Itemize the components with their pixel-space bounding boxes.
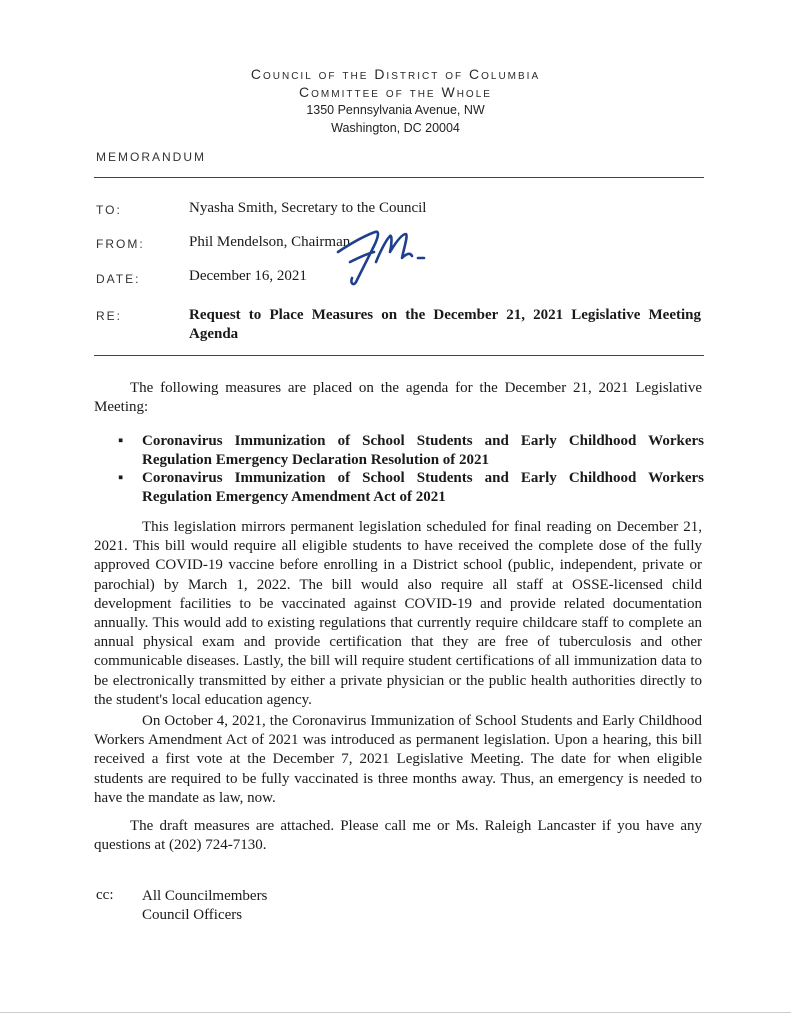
chairman-signature — [330, 222, 440, 292]
header-council-name: Council of the District of Columbia — [250, 66, 541, 82]
to-value: Nyasha Smith, Secretary to the Council — [189, 200, 427, 216]
page-bottom-edge — [0, 1012, 791, 1013]
date-value: December 16, 2021 — [189, 268, 307, 284]
re-value: Request to Place Measures on the December 21, 2021 Legislative Meeting Agenda — [189, 307, 701, 342]
re-label: RE: — [96, 309, 123, 323]
measure-title: Coronavirus Immunization of School Students and Early Childhood Workers Regulation Emergency Declaration Resolution of 2021 — [142, 433, 704, 468]
bullet-icon: ▪ — [118, 433, 124, 449]
fields-divider — [94, 355, 704, 356]
header-city-address: Washington, DC 20004 — [331, 121, 460, 135]
cc-recipients — [142, 887, 267, 925]
measure-title: Coronavirus Immunization of School Students and Early Childhood Workers Regulation Emergency Amendment Act of 2021 — [142, 470, 704, 505]
measure-item — [118, 432, 704, 469]
header-divider — [94, 177, 704, 178]
signature-stroke — [350, 252, 374, 262]
measures-list — [118, 432, 704, 506]
body-paragraph-2: On October 4, 2021, the Coronavirus Immunization of School Students and Early Childhood Workers Amendment Act of 2021 was introduced as permanent legislation. Upon a hearing, this bill received a first vote at the December 7, 2021 Legislative Meeting. The date for when eligible students are required to be fully vaccinated is three months away. Thus, an emergency is needed to have the mandate as law, now. — [94, 713, 702, 806]
signature-stroke — [376, 234, 412, 262]
date-label: DATE: — [96, 272, 141, 286]
body-paragraph-3: The draft measures are attached. Please call me or Ms. Raleigh Lancaster if you have any questions at (202) 724-7130. — [94, 818, 702, 854]
bullet-icon: ▪ — [118, 470, 124, 486]
body-paragraph-1: This legislation mirrors permanent legislation scheduled for final reading on December 21, 2021. This bill would require all eligible students to have received the complete dose of the fully approved COVID-19 vaccine before enrolling in a District school (public, independent, private or parochial) by March 1, 2022. The bill would also require all staff at OSSE-licensed child development facilities to be vaccinated against COVID-19 and provide related documentation annually. This would add to existing regulations that currently require childcare staff to complete an annual physical exam and provide certification that they are free of tuberculosis and other communicable diseases. Lastly, the bill will require student certifications of all immunization data to be electronically transmitted by either a private physician or the public health authorities directly to the student's local education agency. — [94, 519, 702, 708]
header-street-address: 1350 Pennsylvania Avenue, NW — [306, 103, 485, 117]
cc-recipient: All Councilmembers — [142, 888, 268, 904]
to-label: TO: — [96, 203, 122, 217]
measure-item — [118, 469, 704, 506]
cc-recipient: Council Officers — [142, 907, 243, 923]
from-label: FROM: — [96, 237, 145, 251]
cc-label: cc: — [96, 887, 114, 903]
memorandum-label: MEMORANDUM — [96, 150, 206, 164]
intro-paragraph: The following measures are placed on the agenda for the December 21, 2021 Legislative Meeting: — [94, 380, 702, 416]
header-committee-name: Committee of the Whole — [299, 84, 492, 100]
from-value: Phil Mendelson, Chairman — [189, 234, 351, 250]
